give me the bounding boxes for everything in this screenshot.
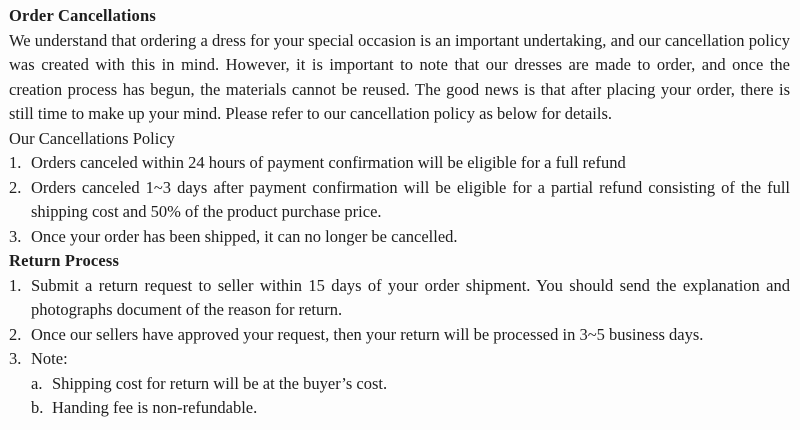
list-item-text: Orders canceled within 24 hours of payment confirmation will be eligible for a full refund	[31, 153, 626, 172]
list-item-text: Orders canceled 1~3 days after payment confirmation will be eligible for a partial refund consisting of the full shipping cost and 50% of the product purchase price.	[31, 177, 790, 221]
list-item	[9, 347, 790, 372]
list-marker: 2.	[9, 324, 22, 344]
list-item	[9, 225, 790, 250]
list-item-text: Once our sellers have approved your request, then your return will be processed in 3~5 business days.	[31, 324, 704, 344]
list-marker: a.	[31, 373, 43, 393]
list-item	[9, 323, 790, 348]
list-item-text: Submit a return request to seller within 15 days of your order shipment. You should send the explanation and photographs document of the reason for return.	[31, 275, 790, 319]
list-item	[9, 151, 790, 176]
list-marker: 3.	[9, 226, 22, 246]
list-item-text: Shipping cost for return will be at the buyer’s cost.	[52, 373, 388, 393]
cancellations-policy-list	[9, 151, 790, 249]
list-marker: 1.	[9, 153, 22, 172]
list-item-text: Once your order has been shipped, it can no longer be cancelled.	[31, 226, 458, 246]
list-item	[9, 176, 790, 225]
list-item	[9, 274, 790, 323]
list-marker: 2.	[9, 177, 22, 197]
return-process-list	[9, 274, 790, 421]
return-process-heading: Return Process	[9, 251, 120, 270]
list-item-text: Note:	[31, 349, 68, 368]
note-sub-item	[31, 396, 790, 421]
list-marker: b.	[31, 398, 44, 417]
list-marker: 1.	[9, 275, 22, 295]
note-sub-item	[31, 372, 790, 397]
cancellations-intro-paragraph: We understand that ordering a dress for your special occasion is an important undertaking, and our cancellation policy was created with this in mind. However, it is important to note that our dresses are made to order, and once the creation process has begun, the materials cannot be reused. The good news is that after placing your order, there is still time to make up your mind. Please refer to our cancellation policy as below for details.	[9, 30, 790, 123]
list-item-text: Handing fee is non-refundable.	[52, 398, 258, 417]
cancellations-policy-title: Our Cancellations Policy	[9, 128, 175, 148]
list-marker: 3.	[9, 349, 22, 368]
order-cancellations-heading: Order Cancellations	[9, 6, 156, 25]
